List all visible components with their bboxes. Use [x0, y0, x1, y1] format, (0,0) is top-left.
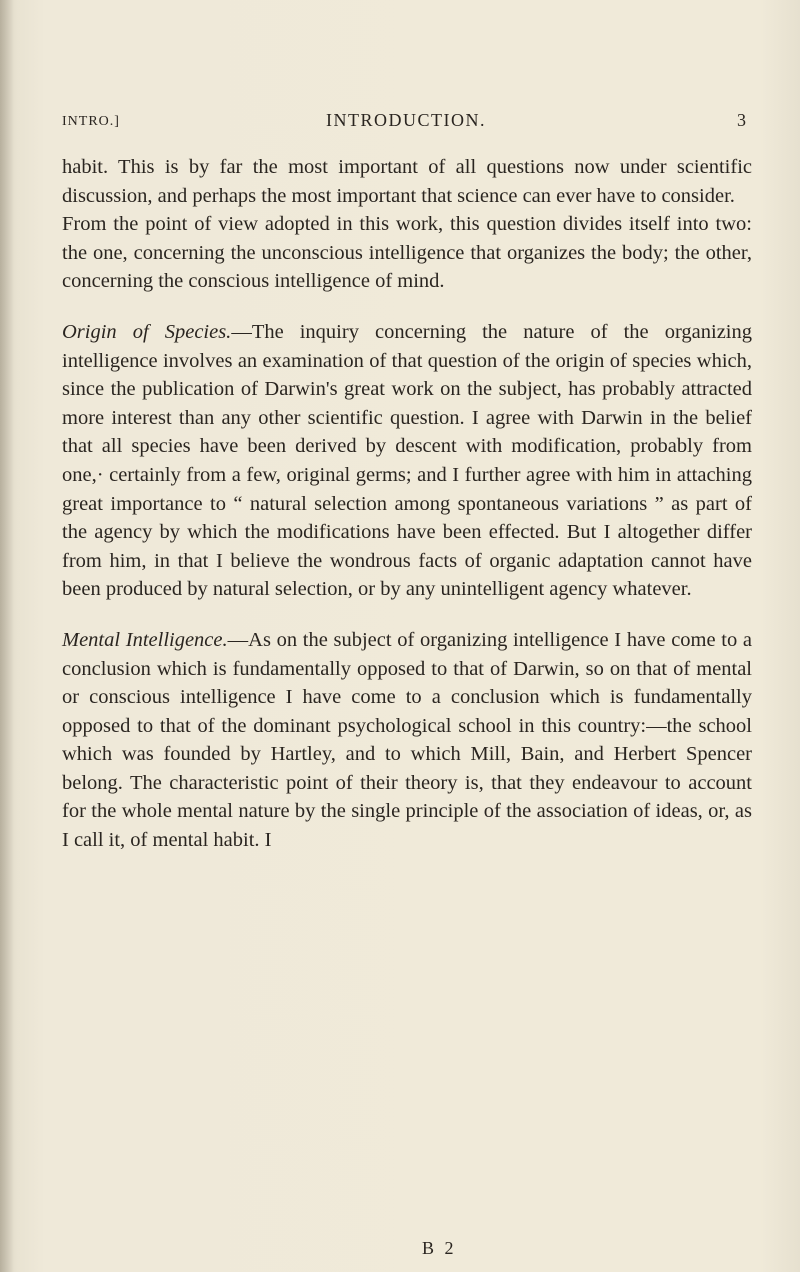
section-marker: INTRO.] — [62, 114, 120, 129]
running-header — [62, 110, 750, 140]
section-heading-origin-of-species: Origin of Species. — [62, 320, 232, 343]
paragraph-two-questions: From the point of view adopted in this work, this question divides itself into two: the one, concerning the unconscious intelligence that organizes the body; the other, concerning the conscious intelligence of mind. — [62, 213, 752, 293]
paragraph-continuation: habit. This is by far the most important of all questions now under scientific discussion, and perhaps the most important that science can ever have to consider. — [62, 156, 752, 207]
body-text — [62, 153, 752, 855]
paragraph-origin-of-species — [62, 318, 752, 604]
signature-mark: B 2 — [422, 1238, 457, 1258]
running-title: INTRODUCTION. — [326, 110, 486, 130]
paragraph-origin-body: —The inquiry concerning the nature of the organizing intelligence involves an examination of that question of the origin of species which, since the publication of Darwin's great work on the subject, has probably attracted more interest than any other scientific question. I agree with Darwin in the belief that all species have been derived by descent with modification, probably from one,· certainly from a few, original germs; and I further agree with him in attaching great importance to “ natural selection among spontaneous variations ” as part of the agency by which the modifications have been effected. But I altogether differ from him, in that I believe the wondrous facts of organic adaptation cannot have been produced by natural selection, or by any unintelligent agency whatever. — [62, 320, 752, 601]
paragraph-mental-intelligence — [62, 626, 752, 855]
paragraph-mental-body: —As on the subject of organizing intelligence I have come to a conclusion which is fundamentally opposed to that of Darwin, so on that of mental or conscious intelligence I have come to a conclusion which is fundamentally opposed to that of the dominant psychological school in this country:—the school which was founded by Hartley, and to which Mill, Bain, and Herbert Spencer belong. The characteristic point of their theory is, that they endeavour to account for the whole mental nature by the single principle of the association of ideas, or, as I call it, of mental habit. I — [62, 628, 752, 852]
spine-shadow — [0, 0, 14, 1272]
page-number: 3 — [737, 110, 746, 130]
section-heading-mental-intelligence: Mental Intelligence. — [62, 628, 228, 651]
